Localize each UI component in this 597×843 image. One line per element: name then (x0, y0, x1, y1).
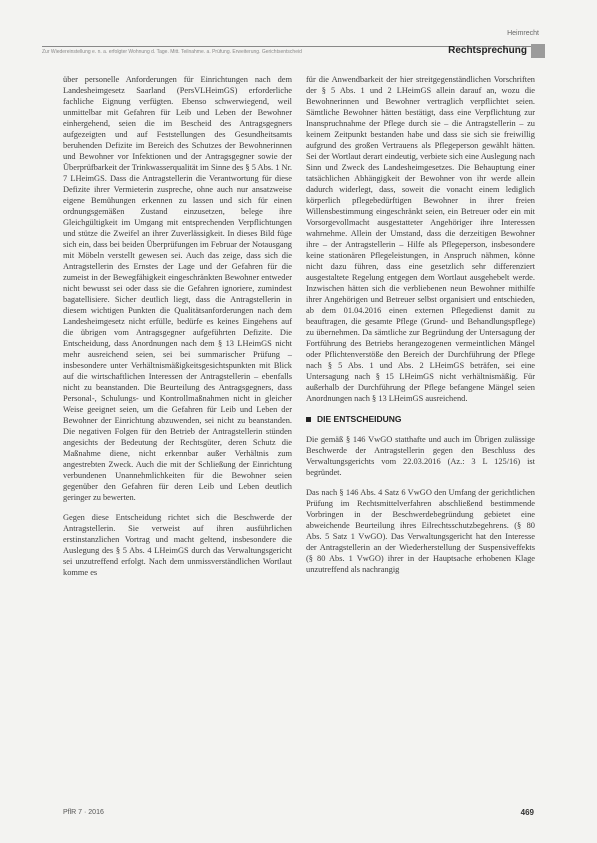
square-bullet-icon (306, 417, 311, 422)
section-title: Rechtsprechung (448, 45, 527, 56)
section-heading (306, 414, 535, 424)
paragraph: über personelle Anforderungen für Einrichtungen nach dem Landesheimgesetz Saarland (PersVLHeimGS) erforderliche fachliche Eignung verfügten. Ebenso schwerwiegend, weil unmittelbar mit Gefahren für Leib und Leben der Bewohner einhergehend, seien die im Bescheid des Antragsgegners aufgezeigten und auf Feststellungen des Gesundheitsamts beruhenden Defizite im Bereich des Schutzes der Bewohnerinnen und Bewohner vor Infektionen und der Antragsgegner sowie der Überprüfbarkeit der Trinkwasserqualität im Sinne des § 5 Abs. 1 Nr. 7 LHeimGS. Dass die Antragstellerin die Verantwortung für diese Defizite ihrer Vermieterin zuspreche, ohne auch nur ansatzweise eigene Bemühungen erkennen zu lassen und sich für einen ordnungsgemäßen Zustand einzusetzen, belege ihre Gleichgültigkeit im Umgang mit entsprechenden Verpflichtungen und stütze die Zweifel an ihrer Zuverlässigkeit. In dieses Bild füge sich ein, dass bei beiden Überprüfungen im Februar der Notausgang mit Möbeln verstellt gewesen sei. Auch das zeige, dass sich die Antragstellerin des Ernstes der Lage und der Gefahren für die zumeist in der Bewegfähigkeit eingeschränkten Bewohner entweder nicht bewusst sei oder dass sie die Gefahren ignoriere, zumindest bagatellisiere. Sicher deutlich liegt, dass die Antragstellerin in diesem wichtigen Punkten die Qualitätsanforderungen nach dem Landesheimgesetz nicht erfülle, bedürfe es keines Eingehens auf die übrigen vom Antragsgegner aufgeführten Defizite. Die Entscheidung, dass Anordnungen nach dem § 13 LHeimGS nicht mehr ausreichend seien, sei bei summarischer Prüfung – insbesondere unter Verhältnismäßigkeitsgesichtspunkten mit Blick auf die wirtschaftlichen Interessen der Antragstellerin – ebenfalls nicht zu beanstanden. Die Beurteilung des Antragsgegners, dass Personal-, Schulungs- und Kontrollmaßnahmen nicht in gleicher Weise geeignet seien, um die Gefahren für Leib und Leben der Bewohner der Einrichtung abzuwenden, sei nicht zu beanstanden. Die negativen Folgen für den Betrieb der Antragstellerin stünden angesichts der Bedeutung der Rechtsgüter, deren Schutz die Maßnahme diene, nicht erkennbar außer Verhältnis zum angestrebten Zweck. Auch die mit der Schließung der Einrichtung verbundenen Unannehmlichkeiten für die Bewohner seien gegenüber den Gefahren für deren Leib und Leben deutlich geringer zu bewerten. (63, 75, 292, 502)
running-header: Zur Wiedereinstellung e. n. a. erfolgter Wohnung d. Tage. Mitt. Teilnahme. a. Prüfung. Erweiterung. Gerichtsentscheid (42, 49, 302, 55)
paragraph: für die Anwendbarkeit der hier streitgegenständlichen Vorschriften der § 5 Abs. 1 und 2 LHeimGS allein darauf an, wozu die Bewohnerinnen und Bewohner vertraglich verpflichtet seien. Sämtliche Bewohner hätten bestätigt, dass eine Verpflichtung zur Inanspruchnahme der Pflege durch sie – die Antragstellerin – zu keinem Zeitpunkt bestanden habe und dass sie sich sie freiwillig aufgrund des großen Vertrauens als Pflegeperson gewählt hätten. Sei der Wortlaut derart eindeutig, verbiete sich eine Auslegung nach Sinn und Zweck des Landesheimgesetzes. Die Behauptung einer tatsächlichen Abhängigkeit der Bewohner von ihr werde allein dadurch widerlegt, dass, soweit die vonacht einem lediglich körperlich pflegebedürftigen Bewohner in ihrer freien Willensbestimmung eingeschränkt seien, ein Betreuer oder ein mit Vorsorgevollmacht ausgestatteter Angehöriger ihre Interessen wahrnehme. Allein der Umstand, dass die derzeitigen Bewohner ihre – der Antragstellerin – Hilfe als Pflegeperson, insbesondere keine stationären Pflegeleistungen, in Anspruch nähmen, könne nicht dazu führen, dass eine gesetzlich sehr differenziert ausgestaltete Regelung entgegen dem Wortlaut ausgehebelt werde. Inzwischen hätten sich die verbliebenen neun Bewohner mithilfe ihrer Angehörigen und Betreuer selbst organisiert und entschieden, ab dem 01.04.2016 einen externen Pflegedienst damit zu beauftragen, die gesamte Pflege (Grund- und Behandlungspflege) zu übernehmen. Da sämtliche zur Begründung der Untersagung der Fortführung des Betriebs herangezogenen vermeintlichen Mängel oder Pflichtenverstöße den Bereich der Durchführung der Pflege nach § 5 Abs. 1 und Abs. 2 LHeimGS beträfen, sei eine Untersagung nach § 15 LHeimGS nicht verhältnismäßig. Für außerhalb der Durchführung der Pflege befangene Mängel seien Anordnungen nach § 13 LHeimGS ausreichend. (306, 75, 535, 403)
paragraph: Gegen diese Entscheidung richtet sich die Beschwerde der Antragstellerin. Sie verweist auf ihren ausführlichen erstinstanzlichen Vortrag und macht geltend, insbesondere die Auslegung des § 5 Abs. 4 LHeimGS durch das Verwaltungsgericht sei unzutreffend erfolgt. Nach dem unmissverständlichen Wortlaut komme es (63, 513, 292, 577)
footer-journal: PflR 7 · 2016 (63, 809, 104, 816)
page-number: 469 (520, 808, 534, 817)
heading-text: DIE ENTSCHEIDUNG (317, 414, 402, 424)
paragraph: Die gemäß § 146 VwGO statthafte und auch im Übrigen zulässige Beschwerde der Antragstellerin gegen den Beschluss des Verwaltungsgerichts vom 22.03.2016 (Az.: 3 L 125/16) ist begründet. (306, 435, 535, 477)
left-column (63, 74, 292, 587)
section-tab-marker (531, 44, 545, 58)
paragraph: Das nach § 146 Abs. 4 Satz 6 VwGO den Umfang der gerichtlichen Prüfung im Rechtsmittelverfahren abschließend bestimmende Vorbringen in der Beschwerdebegründung gebietet eine abweichende Beurteilung ihres Eilrechtsschutzbegehrens. (§ 80 Abs. 5 Satz 1 VwGO). Das Verwaltungsgericht hat den Interesse der Antragstellerin an der Wiederherstellung der Suspensiveffekts (§ 80 Abs. 1 VwGO) ihrer in der Hauptsache erhobenen Klage unzutreffend als nachrangig (306, 488, 535, 574)
right-column (306, 74, 535, 584)
journal-section-label: Heimrecht (507, 30, 539, 37)
